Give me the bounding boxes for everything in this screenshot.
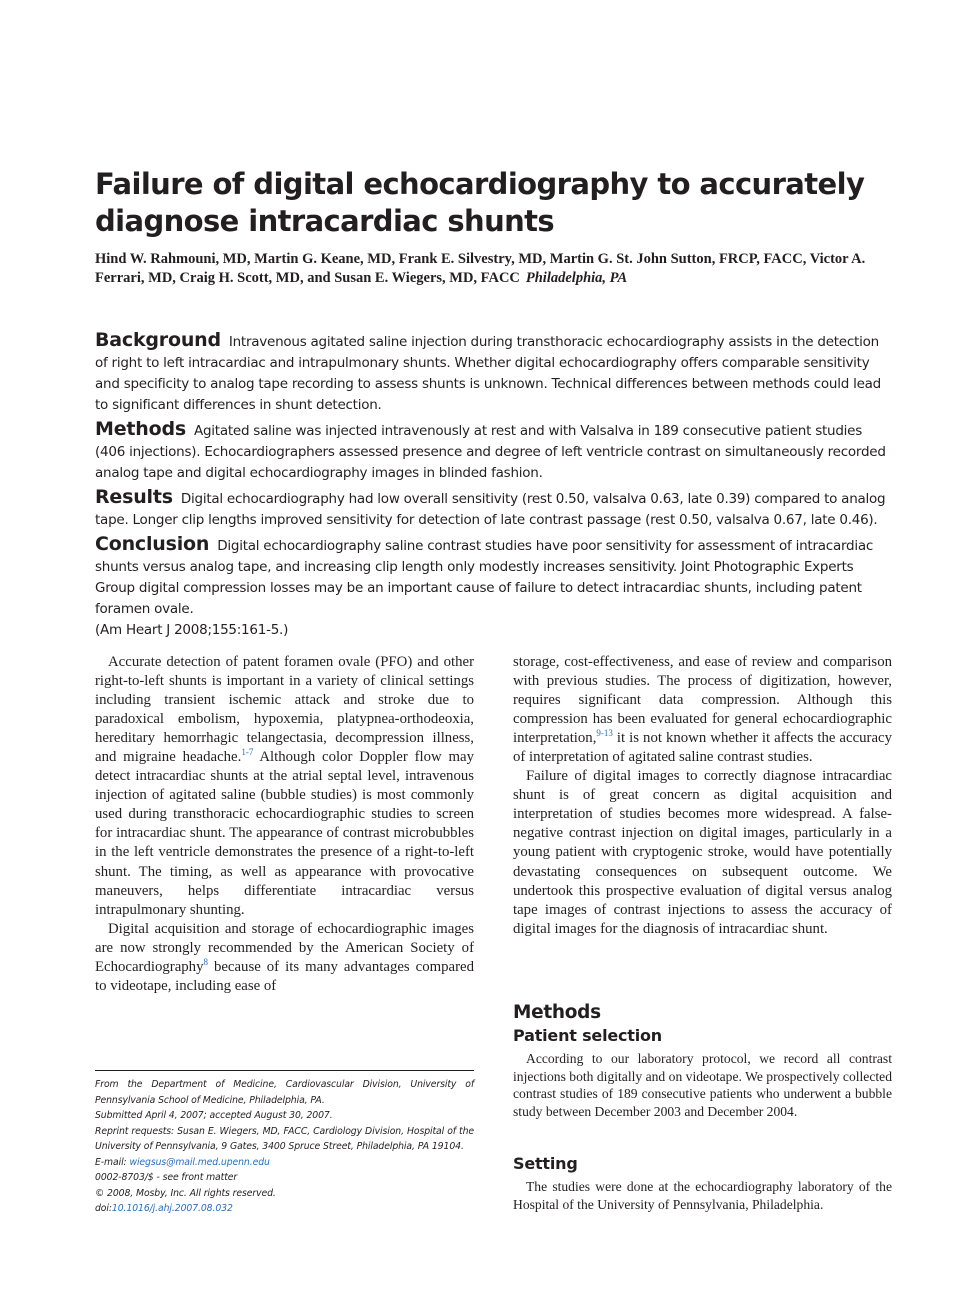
author-location: Philadelphia, PA [525,270,628,286]
author-list: Hind W. Rahmouni, MD, Martin G. Keane, MD, Frank E. Silvestry, MD, Martin G. St. John Sutton, FRCP, FACC, Victor A. Ferrari, MD, Craig H. Scott, MD, and Susan E. Wiegers, MD, FACC [95,251,866,286]
abstract-results [95,487,895,531]
footnote-affiliation: From the Department of Medicine, Cardiovascular Division, University of Pennsylvania School of Medicine, Philadelphia, PA. [95,1079,474,1106]
article-title: Failure of digital echocardiography to accurately diagnose intracardiac shunts [95,167,865,238]
footnote-reprint: Reprint requests: Susan E. Wiegers, MD, FACC, Cardiology Division, Hospital of the University of Pennsylvania, 9 Gates, 3400 Spruce Street, Philadelphia, PA 19104. [95,1125,474,1152]
abstract-citation: (Am Heart J 2008;155:161-5.) [95,622,289,638]
intro-paragraph-1-text-a: Accurate detection of patent foramen ovale (PFO) and other right-to-left shunts is important in a variety of clinical settings including transient ischemic attack and stroke due to paradoxical embolism, hypoxemia, platypnea-orthodeoxia, hereditary hemorrhagic telangectasia, decompression illness, and migraine headache. [95,654,474,766]
abstract-conclusion-heading: Conclusion [95,533,210,555]
abstract-background-text: Intravenous agitated saline injection during transthoracic echocardiography assists in the detection of right to left intracardiac and intrapulmonary shunts. Whether digital echocardiography offers comparable sensitivity and specificity to analog tape recording to assess shunts is unknown. Technical differences between methods could lead to significant differences in shunt detection. [95,334,881,413]
author-line [95,250,890,288]
abstract-results-heading: Results [95,486,173,508]
intro-paragraph-3: Failure of digital images to correctly diagnose intracardiac shunt is of great concern as digital acquisition and interpretation of studies becomes more widespread. A false-negative contrast injection on digital images, particularly in a young patient with cryptogenic stroke, would have potentially devastating consequences on subsequent outcome. We undertook this prospective evaluation of digital versus analog tape images of contrast injections to assess the accuracy of digital images for the diagnosis of intracardiac shunt. [513,768,892,937]
setting-block [513,1178,892,1213]
footnote-email-label: E-mail: [95,1156,130,1168]
abstract [95,330,895,641]
intro-paragraph-2-text-b-left: because of its many advantages compared to videotape, including ease of [95,958,474,994]
footnote-divider [95,1070,474,1071]
intro-paragraph-2-text-c: it is not known whether it affects the accuracy of interpretation of agitated saline contrast studies. [513,730,892,766]
setting-text: The studies were done at the echocardiography laboratory of the Hospital of the University of Pennsylvania, Philadelphia. [513,1179,892,1212]
footnote-copyright: © 2008, Mosby, Inc. All rights reserved. [95,1187,276,1199]
patient-selection-text: According to our laboratory protocol, we record all contrast injections both digitally and on videotape. We prospectively collected contrast studies of 189 consecutive patients who underwent a bubble study between December 2003 and December 2004. [513,1051,892,1119]
patient-selection-heading: Patient selection [513,1026,662,1045]
patient-selection-block [513,1050,892,1120]
abstract-conclusion-text: Digital echocardiography saline contrast studies have poor sensitivity for assessment of intracardiac shunts versus analog tape, and increasing clip length only modestly increases sensitivity. Joint Photographic Experts Group digital compression losses may be an important cause of failure to detect intracardiac shunts, including patent foramen ovale. [95,538,874,617]
abstract-methods-heading: Methods [95,418,186,440]
body-column-right [513,653,892,939]
doi-link[interactable]: 10.1016/j.ahj.2007.08.032 [111,1203,233,1214]
intro-paragraph-1 [95,653,474,920]
citation-ref-1-7[interactable]: 1-7 [241,747,254,758]
email-link[interactable]: wiegsus@mail.med.upenn.edu [129,1156,270,1168]
methods-heading: Methods [513,1002,601,1023]
intro-paragraph-2-text-a: Digital acquisition and storage of echocardiographic images are now strongly recommended by the American Society of Echocardiography [95,920,474,975]
abstract-background-heading: Background [95,329,221,351]
abstract-methods [95,419,895,484]
abstract-conclusion [95,534,895,620]
intro-paragraph-1-text-b: Although color Doppler flow may detect intracardiac shunts at the atrial septal level, intravenous injection of agitated saline (bubble studies) is most commonly used during transthoracic echocardiographic studies to screen for intracardiac shunt. The appearance of contrast microbubbles in the left ventricle demonstrates the presence of a right-to-left shunt. The timing, as well as appearance with provocative maneuvers, helps differentiate intracardiac versus intrapulmonary shunting. [95,749,474,918]
footnote-email [95,1155,474,1171]
footnote-submitted: Submitted April 4, 2007; accepted August 30, 2007. [95,1110,333,1121]
footnote-doi-label: doi: [95,1203,112,1214]
body-column-left [95,653,474,996]
citation-ref-8[interactable]: 8 [203,956,208,967]
footnotes [95,1077,474,1217]
footnote-issn: 0002-8703/$ - see front matter [95,1172,238,1183]
citation-ref-9-13[interactable]: 9-13 [596,728,613,739]
abstract-results-text: Digital echocardiography had low overall sensitivity (rest 0.50, valsalva 0.63, late 0.39) compared to analog tape. Longer clip lengths improved sensitivity for detection of late contrast passage (rest 0.50, valsalva 0.67, late 0.46). [95,491,886,528]
footnote-doi [95,1201,474,1217]
intro-paragraph-2-cont [513,653,892,767]
intro-paragraph-2-start [95,920,474,996]
abstract-background [95,330,895,416]
intro-paragraph-2-text-b-right: storage, cost-effectiveness, and ease of review and comparison with previous studies. The process of digitization, however, requires significant data compression. Although this compression has been evaluated for general echocardiographic interpretation, [513,654,892,747]
setting-heading: Setting [513,1154,578,1173]
abstract-methods-text: Agitated saline was injected intravenously at rest and with Valsalva in 189 consecutive patient studies (406 injections). Echocardiographers assessed presence and degree of left ventricle contrast on simultaneously recorded analog tape and digital echocardiography images in blinded fashion. [95,423,886,481]
